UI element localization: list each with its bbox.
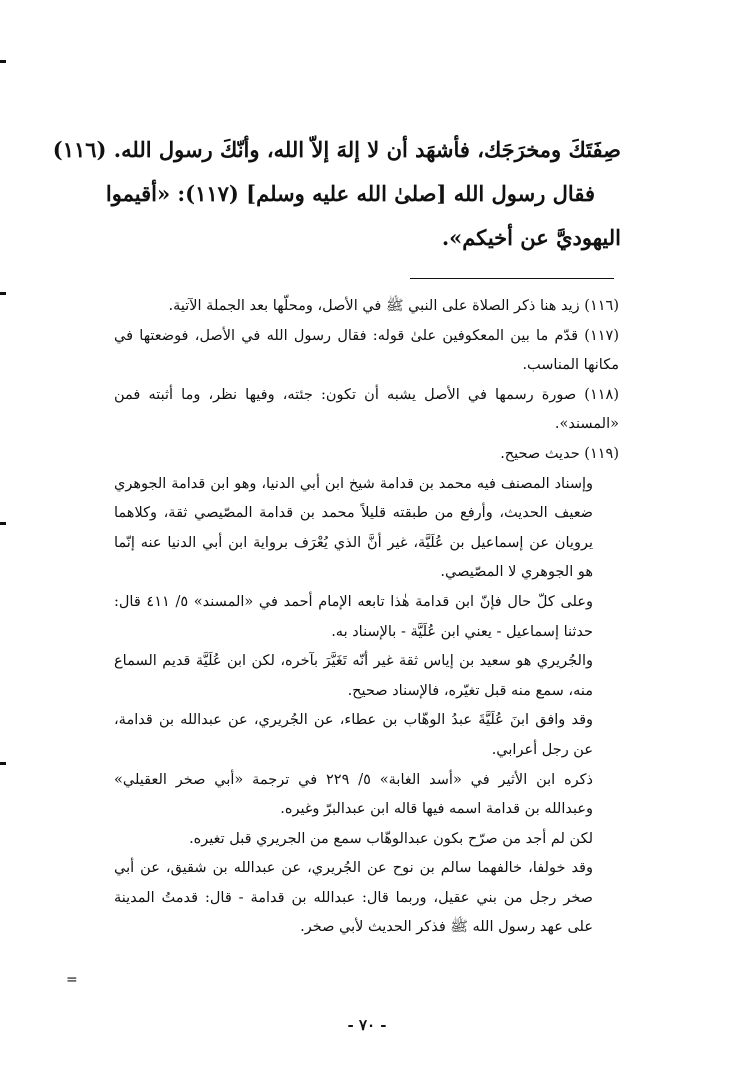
footnote-paragraph: والجُريري هو سعيد بن إياس ثقة غير أنّه تَغَيَّرَ بآخره، لكن ابن عُلَيَّة قديم السماع منه، سمع منه قبل تغيّره، فالإسناد صحيح. [114,653,593,699]
footnotes [114,292,619,943]
footnote-separator [410,278,614,279]
footnote-text: زيد هنا ذكر الصلاة على النبي ﷺ في الأصل، ومحلّها بعد الجملة الآتية. [168,298,580,314]
scan-edge-mark [0,762,6,765]
main-text-line: اليهوديَّ عن أخيكم». [441,225,621,250]
main-text-line: صِفَتَكَ ومخرَجَك، فأشهَد أن لا إلهَ إلاّ الله، وأنّكَ رسول الله. (١١٦) [52,137,621,162]
margin-marker: = [66,972,78,988]
footnote-number: (١١٦) [584,298,619,314]
footnote-paragraph: وعلى كلّ حال فإنّ ابن قدامة هٰذا تابعه الإمام أحمد في «المسند» ٥/ ٤١١ قال: حدثنا إسماعيل - يعني ابن عُلَيَّة - بالإسناد به. [114,593,593,640]
main-text [52,128,621,260]
footnote-text: حديث صحيح. [500,445,580,462]
footnote-paragraph: ذكره ابن الأثير في «أسد الغابة» ٥/ ٢٢٩ في ترجمة «أبي صخر العقيلي» وعبدالله بن قدامة اسمه فيها قاله ابن عبدالبرّ وغيره. [114,771,593,818]
footnote-text: قدّم ما بين المعكوفين علىٰ قوله: فقال رسول الله في الأصل، فوضعتها في مكانها المناسب. [114,327,619,374]
footnote-paragraph: وقد خولفا، خالفهما سالم بن نوح عن الجُريري، عن عبدالله بن شقيق، عن أبي صخر رجل من بني عقيل، وربما قال: عبدالله بن قدامة - قال: قدمتُ المدينة على عهد رسول الله ﷺ فذكر الحديث لأبي صخر. [114,860,593,936]
page-number: - ٧٠ - [347,1016,387,1034]
scan-edge-mark [0,60,6,63]
main-text-line: فقال رسول الله [صلىٰ الله عليه وسلم] (١١٧): «أقيموا [105,181,595,206]
footnote [114,440,619,470]
footnote-paragraph: لكن لم أجد من صرّح بكون عبدالوهّاب سمع من الجريري قبل تغيره. [189,830,593,847]
scan-edge-mark [0,522,6,525]
scan-edge-mark [0,292,6,295]
footnote [114,322,619,381]
footnote [114,381,619,440]
footnote-number: (١١٨) [584,386,620,403]
footnote-number: (١١٩) [584,445,619,462]
footnote [114,292,619,322]
footnote-paragraph: وإسناد المصنف فيه محمد بن قدامة شيخ ابن أبي الدنيا، وهو ابن قدامة الجوهري ضعيف الحديث، وأرفع من طبقته قليلاً محمد بن قدامة المصّيصي ثقة، وكلاهما يرويان عن إسماعيل بن عُلَيَّة، غير أنَّ الذي يُعْرَف برواية ابن أبي الدنيا عنه إنّما هو الجوهري لا المصّيصي. [114,475,594,581]
footnote-text: صورة رسمها في الأصل يشبه أن تكون: جئته، وفيها نظر، وما أثبته فمن «المسند». [114,386,619,433]
footnote-number: (١١٧) [584,327,620,344]
footnote-paragraph: وقد وافق ابنَ عُلَيَّةَ عبدُ الوهّاب بن عطاء، عن الجُريري، عن عبدالله بن قدامة، عن رجل أعرابي. [114,712,593,758]
